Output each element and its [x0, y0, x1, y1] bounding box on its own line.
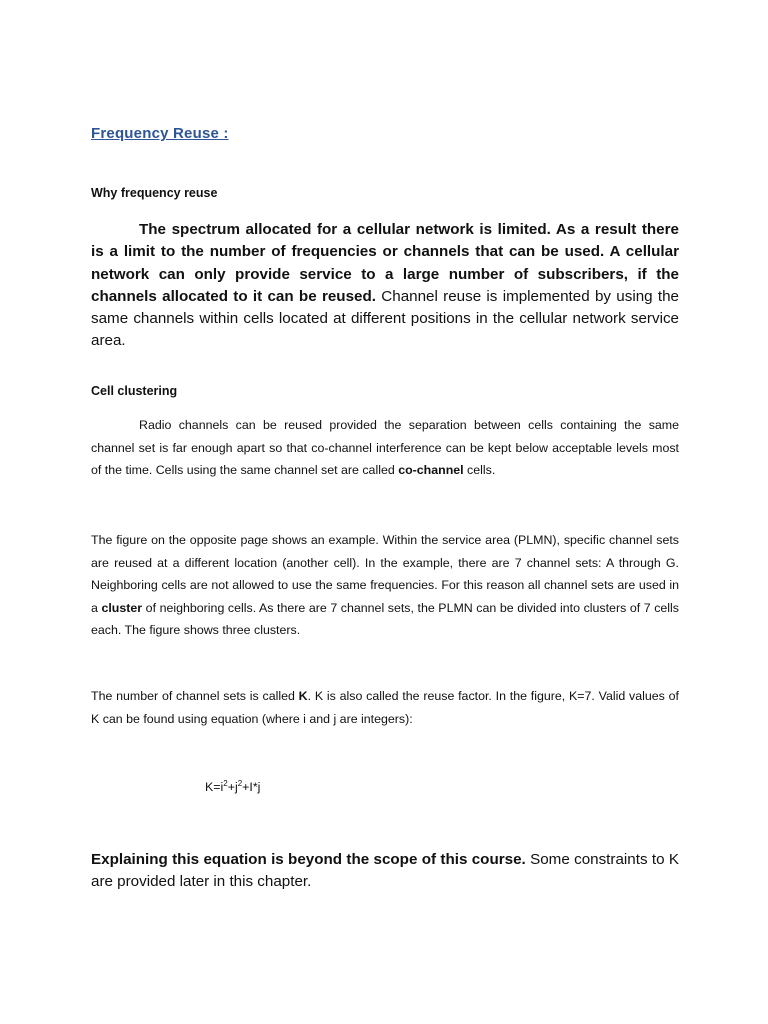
paragraph-radio-channels — [91, 414, 679, 482]
section-heading-why-frequency-reuse: Why frequency reuse — [91, 186, 218, 200]
radio-channels-bold-term: co-channel — [398, 463, 464, 477]
equation-part-1: K=i — [205, 780, 224, 794]
paragraph-spectrum — [91, 219, 679, 353]
closing-text-a: Explaining this equation is beyond the scope of this course. — [91, 851, 526, 868]
paragraph-figure-example — [91, 529, 679, 642]
radio-channels-text-a: Radio channels can be reused provided the separation between cells containing the same channel set is far enough apart so that co-channel interference can be kept below acceptable levels most of the time. Cells using the same channel set are called — [91, 418, 679, 477]
equation-part-3: +I*j — [242, 780, 261, 794]
equation-sup-1: 2 — [223, 778, 228, 788]
figure-example-bold-term: cluster — [101, 600, 143, 615]
radio-channels-text-b: cells. — [463, 463, 496, 477]
figure-example-text-b: of neighboring cells. As there are 7 channel sets, the PLMN can be divided into clusters of 7 cells each. The figure shows three clusters. — [91, 600, 679, 637]
paragraph-reuse-factor — [91, 685, 679, 730]
paragraph-closing — [91, 849, 679, 894]
reuse-factor-text-b: . K is also called the reuse factor. In the figure, K=7. Valid values of K can be found using equation (where i and j are integers): — [91, 689, 679, 726]
paragraph-spectrum-part-a: The spectrum allocated for a cellular network is limited. As a result there is a limit to the number of frequencies or channels that can be used. A cellular network can only provide service to a large number of subscribers, if the channels allocated to it can be reused. — [91, 221, 679, 305]
paragraph-spectrum-part-b: Channel reuse is implemented by using the same channels within cells located at different positions in the cellular network service area. — [91, 287, 679, 350]
equation-sup-2: 2 — [237, 778, 243, 788]
section-heading-cell-clustering — [91, 384, 679, 398]
reuse-factor-text-a: The number of channel sets is called — [91, 689, 299, 703]
cell-clustering-heading-text: Cell clustering — [91, 384, 178, 398]
equation-part-2: +j — [227, 780, 238, 794]
closing-text-b: Some constraints to K are provided later in this chapter. — [91, 851, 679, 891]
reuse-factor-bold-term: K — [298, 689, 308, 703]
figure-example-text-a: The figure on the opposite page shows an example. Within the service area (PLMN), specific channel sets are reused at a different location (another cell). In the example, there are 7 channel sets: A through G. Neighboring cells are not allowed to use the same frequencies. For this reason all channel sets are used in a — [91, 533, 679, 615]
equation — [205, 780, 405, 794]
page-title: Frequency Reuse : — [91, 125, 229, 142]
